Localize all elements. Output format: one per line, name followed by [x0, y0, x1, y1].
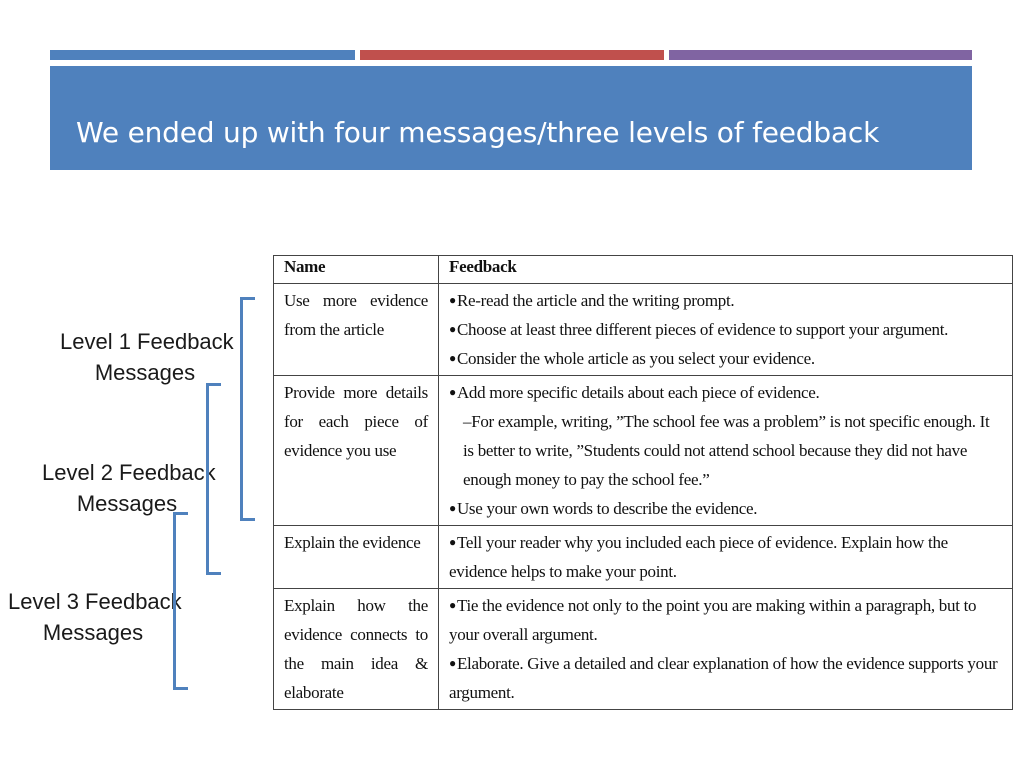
- level-3-label-line2: Messages: [42, 620, 144, 645]
- feedback-bullet: ● Tie the evidence not only to the point you are making within a paragraph, but to your overall argument.: [449, 591, 1002, 649]
- feedback-table: [273, 255, 1013, 710]
- feedback-bullet: ● Add more specific details about each piece of evidence.: [449, 378, 1002, 407]
- row-feedback: [439, 526, 1013, 589]
- table-row: [274, 284, 1013, 376]
- header-feedback: Feedback: [439, 256, 1013, 284]
- accent-bar-blue: [50, 50, 355, 60]
- level-1-bracket: [240, 297, 255, 521]
- feedback-bullet: ● Tell your reader why you included each piece of evidence. Explain how the evidence helps to make your point.: [449, 528, 1002, 586]
- title-banner: [50, 66, 972, 170]
- row-name: Provide more details for each piece of evidence you use: [274, 376, 439, 526]
- accent-bar-red: [360, 50, 664, 60]
- table-row: [274, 589, 1013, 710]
- header-name: Name: [274, 256, 439, 284]
- level-3-label: [8, 586, 182, 648]
- row-name: Use more evidence from the article: [274, 284, 439, 376]
- level-2-bracket: [206, 383, 221, 575]
- table-row: [274, 526, 1013, 589]
- feedback-bullet: ● Elaborate. Give a detailed and clear explanation of how the evidence supports your argument.: [449, 649, 1002, 707]
- feedback-example: –For example, writing, ”The school fee was a problem” is not specific enough. It is better to write, ”Students could not attend school because they did not have enough money to pay the school fee.”: [463, 412, 990, 489]
- feedback-bullet: ● Consider the whole article as you select your evidence.: [449, 344, 1002, 373]
- level-1-label-line1: Level 1 Feedback: [60, 329, 234, 354]
- table-header-row: [274, 256, 1013, 284]
- level-2-label-line2: Messages: [76, 491, 178, 516]
- feedback-bullet: ● Use your own words to describe the evidence.: [449, 494, 1002, 523]
- level-2-label: [42, 457, 216, 519]
- row-feedback: [439, 589, 1013, 710]
- table-row: [274, 376, 1013, 526]
- row-name: Explain the evidence: [274, 526, 439, 589]
- level-1-label: [60, 326, 234, 388]
- slide-title: We ended up with four messages/three levels of feedback: [76, 116, 880, 149]
- feedback-bullet: ● Re-read the article and the writing prompt.: [449, 286, 1002, 315]
- level-3-label-line1: Level 3 Feedback: [8, 589, 182, 614]
- level-1-label-line2: Messages: [94, 360, 196, 385]
- row-feedback: [439, 284, 1013, 376]
- accent-bar-purple: [669, 50, 972, 60]
- row-name: Explain how the evidence connects to the main idea & elaborate: [274, 589, 439, 710]
- feedback-bullet: ● Choose at least three different pieces of evidence to support your argument.: [449, 315, 1002, 344]
- level-2-label-line1: Level 2 Feedback: [42, 460, 216, 485]
- row-feedback: [439, 376, 1013, 526]
- level-3-bracket: [173, 512, 188, 690]
